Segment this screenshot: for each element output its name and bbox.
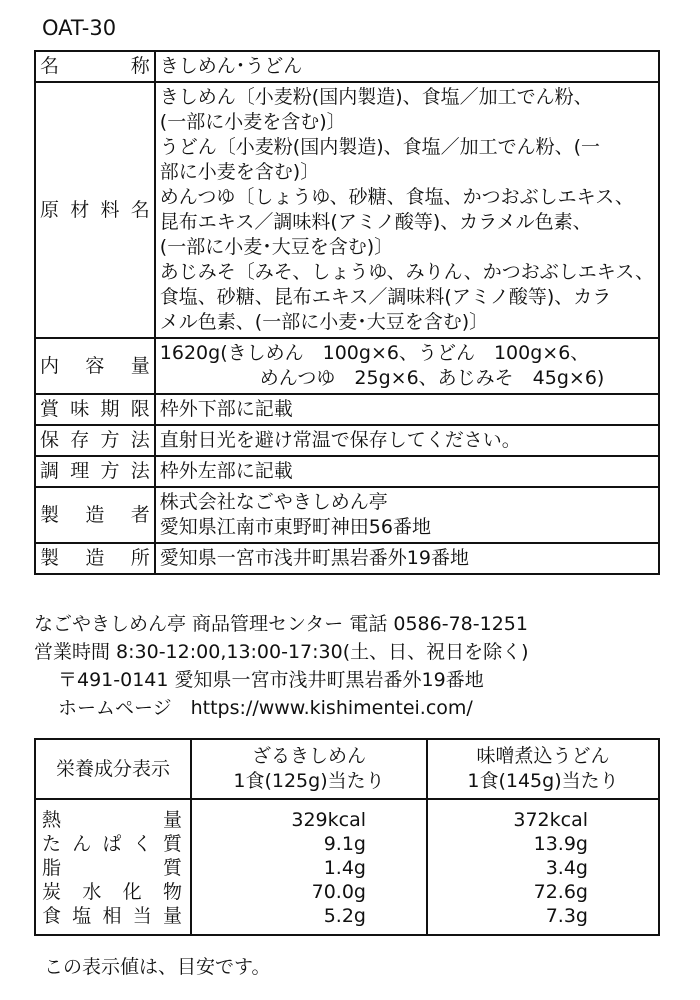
spec-row-contents bbox=[35, 338, 659, 394]
spec-row-name bbox=[35, 51, 659, 82]
spec-label: 保存方法 bbox=[35, 425, 155, 456]
nutrition-table bbox=[34, 738, 660, 936]
spec-row-ingredients bbox=[35, 82, 659, 338]
nutrition-title: 栄養成分表示 bbox=[35, 739, 191, 799]
spec-value: 直射日光を避け常温で保存してください。 bbox=[155, 425, 659, 456]
company-phone-line: なごやきしめん亭 商品管理センター 電話 0586-78-1251 bbox=[34, 613, 528, 635]
spec-value: 枠外下部に記載 bbox=[155, 394, 659, 425]
nutrition-row: 熱量 329kcal 372kcal bbox=[35, 799, 659, 832]
spec-label: 名称 bbox=[35, 51, 155, 82]
company-address-line: 〒491-0141 愛知県一宮市浅井町黒岩番外19番地 bbox=[58, 669, 484, 691]
spec-value: きしめん〔小麦粉(国内製造)、食塩／加工でん粉、 (一部に小麦を含む)〕 うどん〔小麦粉(国内製造)、食塩／加工でん粉、(一 部に小麦を含む)〕 めんつゆ〔しょうゆ、砂糖、食塩、かつおぶしエキス、 昆布エキス／調味料(アミノ酸等)、カラメル色素、 (一部に小麦･大豆を含む)〕 あじみそ〔みそ、しょうゆ、みりん、かつおぶしエキス、 食塩、砂糖、昆布エキス／調味料(アミノ酸等)、カラ メル色素、(一部に小麦･大豆を含む)〕 bbox=[155, 82, 659, 338]
nutrition-col1-header: ざるきしめん 1食(125g)当たり bbox=[191, 739, 427, 799]
spec-label: 内容量 bbox=[35, 338, 155, 394]
nutrition-row: 炭水化物 70.0g 72.6g bbox=[35, 880, 659, 904]
nutrition-row: たんぱく質 9.1g 13.9g bbox=[35, 832, 659, 856]
spec-value: 株式会社なごやきしめん亭 愛知県江南市東野町神田56番地 bbox=[155, 487, 659, 543]
spec-row-factory bbox=[35, 543, 659, 574]
nutrition-row: 脂質 1.4g 3.4g bbox=[35, 856, 659, 880]
spec-row-best-before bbox=[35, 394, 659, 425]
spec-label: 製造者 bbox=[35, 487, 155, 543]
spec-row-storage bbox=[35, 425, 659, 456]
spec-label: 製造所 bbox=[35, 543, 155, 574]
spec-value: きしめん･うどん bbox=[155, 51, 659, 82]
nutrition-note: この表示値は、目安です。 bbox=[44, 956, 271, 978]
product-spec-table bbox=[34, 50, 660, 575]
company-info bbox=[34, 610, 529, 722]
nutrition-header-row bbox=[35, 739, 659, 799]
spec-label: 原材料名 bbox=[35, 82, 155, 338]
spec-value: 枠外左部に記載 bbox=[155, 456, 659, 487]
spec-value: 愛知県一宮市浅井町黒岩番外19番地 bbox=[155, 543, 659, 574]
nutrition-row: 食塩相当量 5.2g 7.3g bbox=[35, 904, 659, 935]
spec-label: 調理方法 bbox=[35, 456, 155, 487]
nutrition-col2-header: 味噌煮込うどん 1食(145g)当たり bbox=[427, 739, 659, 799]
spec-label: 賞味期限 bbox=[35, 394, 155, 425]
spec-row-manufacturer bbox=[35, 487, 659, 543]
homepage-line: ホームページ https://www.kishimentei.com/ bbox=[58, 697, 473, 719]
business-hours-line: 営業時間 8:30-12:00,13:00-17:30(土、日、祝日を除く) bbox=[34, 641, 529, 663]
product-code: OAT-30 bbox=[42, 16, 117, 40]
spec-row-cooking bbox=[35, 456, 659, 487]
spec-value: 1620g(きしめん 100g×6、うどん 100g×6、 めんつゆ 25g×6、あじみそ 45g×6) bbox=[155, 338, 659, 394]
